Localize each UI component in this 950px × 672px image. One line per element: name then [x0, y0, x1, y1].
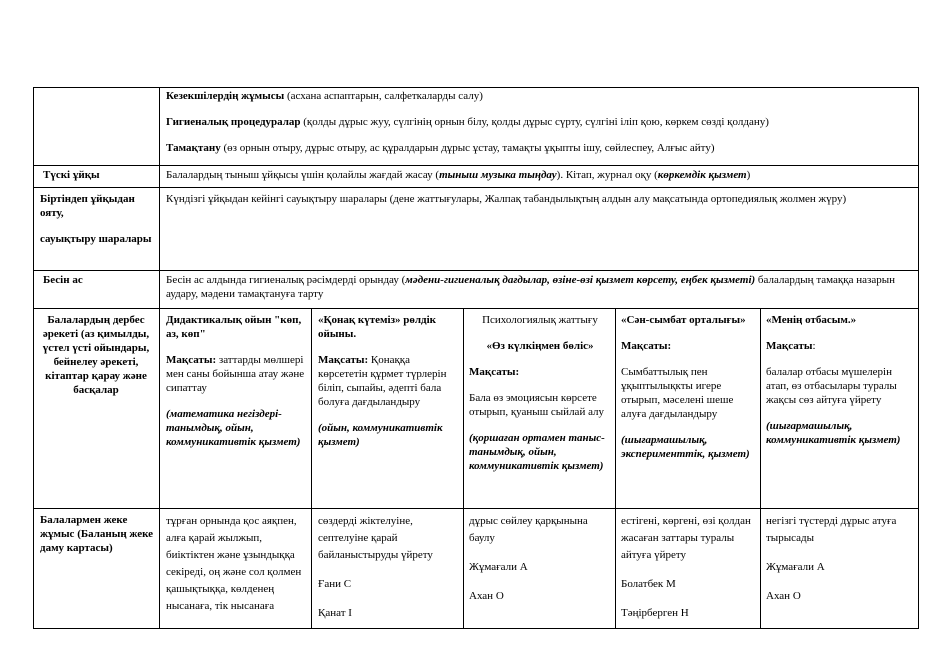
child-name: Ахан О: [469, 590, 504, 602]
activity-type: (қоршаған ортамен таныс-танымдық, ойын, коммуникативтік қызмет): [469, 432, 605, 472]
table-col-divider: [463, 308, 464, 629]
individual-cell-5: [766, 513, 912, 605]
individual-task: тұрған орнында қос аяқпен, алға қарай жылжып, биіктіктен және ұзындыққа секіреді, оң және сол қолмен қашықтыққа, көлденең нысанаға, тік нысанаға: [166, 515, 302, 612]
independent-activity-label: Балалардың дербес әрекеті (аз қимылды, үстел үсті ойындары, бейнелеу әрекеті, кітаптар қарау және басқалар: [42, 314, 150, 396]
meal-text: (өз орнын отыру, дұрыс отыру, ас құралдарын дұрыс ұстау, тамақты ұқыпты ішу, сөйлеспеу, Алғыс айту): [220, 142, 715, 154]
activity-type: (шығармашылық, эксперименттік, қызмет): [621, 434, 750, 460]
meal-paragraph: [166, 141, 911, 155]
individual-cell-2: [318, 513, 458, 622]
snack-activity: мәдени-гигиеналық дағдылар, өзіне-өзі қызмет көрсету, еңбек қызметі): [405, 274, 756, 286]
wakeup-description: Күндізгі ұйқыдан кейінгі сауықтыру шаралары (дене жаттығулары, Жалпақ табандылықтың алдын алу мақсатында ортопедиялық жолмен жүру): [166, 193, 847, 205]
individual-task: негізгі түстерді дұрыс атуға тырысады: [766, 515, 897, 544]
snack-text: балалардың тамаққа назарын аудару, мәдени тамақтануға тарту: [166, 274, 896, 300]
activity-title: Дидактикалық ойын "көп, аз, көп": [166, 314, 302, 340]
wakeup-label: [40, 192, 158, 246]
snack-label: Бесін ас: [43, 274, 83, 286]
activity-title: «Менің отбасым.»: [766, 314, 857, 326]
hygiene-paragraph: [166, 115, 911, 129]
activity-title: «Қонақ күтеміз» рөлдік ойыны.: [318, 314, 436, 340]
goal-text: Қонаққа көрсететін құрмет түрлерін біліп, сыпайы, әдепті бала болуға дағдыландыру: [318, 354, 447, 408]
activity-cell-psychology: [469, 313, 611, 473]
nap-text: Балалардың тыныш ұйқысы үшін қолайлы жағдай жасау (: [166, 169, 440, 181]
individual-work-label: Балалармен жеке жұмыс (Баланың жеке даму картасы): [40, 514, 154, 554]
meal-title: Тамақтану: [166, 142, 221, 154]
individual-task: дұрыс сөйлеу қарқынына баулу: [469, 515, 588, 544]
goal-label: Мақсаты:: [166, 354, 217, 366]
individual-task: естігені, көргені, өзі қолдан жасаған заттары туралы айтуға үйрету: [621, 515, 751, 561]
activity-type: (математика негіздері-танымдық, ойын, коммуникативтік қызмет): [166, 408, 301, 448]
nap-activity: көркемдік қызмет: [657, 169, 747, 181]
individual-cell-3: [469, 513, 611, 605]
goal-label: Мақсаты:: [621, 340, 672, 352]
table-row-divider: [33, 187, 919, 188]
hygiene-text: (қолды дұрыс жуу, сүлгінің орнын білу, қолды дұрыс сүрту, сүлгіні іліп қою, көркем сөзді қолдану): [300, 116, 769, 128]
activity-type: (шығармашылық, коммуникативтік қызмет): [766, 420, 901, 446]
nap-text: ). Кітап, журнал оқу (: [556, 169, 658, 181]
table-row-divider: [33, 308, 919, 309]
individual-task: сөздерді жіктелуіне, септелуіне қарай байланыстыруды үйрету: [318, 515, 433, 561]
table-col-divider: [760, 308, 761, 629]
table-border-bottom: [33, 628, 919, 629]
table-border-left: [33, 87, 34, 629]
wakeup-label-line2: сауықтыру шаралары: [40, 233, 152, 245]
child-name: Жұмағали А: [469, 561, 528, 573]
table-row-divider: [33, 508, 919, 509]
duty-text: (асхана аспаптарын, салфеткаларды салу): [284, 90, 483, 102]
nap-description: [166, 168, 911, 182]
child-name: Ғани С: [318, 578, 352, 590]
child-name: Тәңірберген Н: [621, 607, 689, 619]
child-name: Болатбек М: [621, 578, 676, 590]
snack-description: [166, 273, 911, 301]
table-row-divider: [33, 165, 919, 166]
table-border-top: [33, 87, 919, 88]
nap-label: Түскі ұйқы: [43, 169, 100, 181]
activity-cell-roleplay: [318, 313, 458, 449]
routine-cell: [166, 89, 911, 155]
duty-title: Кезекшілердің жұмысы: [166, 90, 285, 102]
nap-activity: тыныш музыка тыңдау: [439, 169, 557, 181]
goal-label: Мақсаты: [766, 340, 813, 352]
child-name: Қанат І: [318, 607, 352, 619]
goal-text: заттарды мөлшері мен саны бойынша атау және сипаттау: [166, 354, 305, 394]
goal-text: Сымбаттылық пен ұқыптылықкты игере отырып, мәселені шеше алуға дағдыландыру: [621, 366, 734, 420]
activity-cell-family: «Менің отбасым.» Мақсаты: балалар отбасы мүшелерін атап, өз отбасылары туралы жақсы сөз айтуға үйрету (шығармашылық, коммуникативтік қызмет): [766, 313, 912, 447]
child-name: Ахан О: [766, 590, 801, 602]
activity-title: Психологиялық жаттығу: [482, 314, 598, 326]
activity-subtitle: «Өз күлкіңмен бөліс»: [486, 340, 594, 352]
activity-cell-didactic: [166, 313, 306, 449]
goal-text: Бала өз эмоциясын көрсете отырып, қуаныш сыйлай алу: [469, 392, 605, 418]
table-col-divider: [615, 308, 616, 629]
goal-text: балалар отбасы мүшелерін атап, өз отбасылары туралы жақсы сөз айтуға үйрету: [766, 366, 897, 406]
goal-label: Мақсаты:: [469, 366, 520, 378]
table-row-divider: [33, 270, 919, 271]
activity-title: «Сән-сымбат орталығы»: [621, 314, 746, 326]
activity-cell-style-center: [621, 313, 756, 461]
table-col-divider: [159, 87, 160, 629]
nap-text: ): [746, 169, 751, 181]
table-border-right: [918, 87, 919, 629]
individual-cell-1: [166, 513, 306, 627]
table-col-divider: [311, 308, 312, 629]
duty-paragraph: [166, 89, 911, 103]
wakeup-label-line1: Біртіндеп ұйқыдан ояту,: [40, 193, 135, 219]
goal-label: Мақсаты:: [318, 354, 369, 366]
hygiene-title: Гигиеналық процедуралар: [166, 116, 301, 128]
child-name: Жұмағали А: [766, 561, 825, 573]
activity-type: (ойын, коммуникативтік қызмет): [318, 422, 443, 448]
individual-cell-4: [621, 513, 756, 622]
snack-text: Бесін ас алдында гигиеналық рәсімдерді орындау (: [166, 274, 406, 286]
